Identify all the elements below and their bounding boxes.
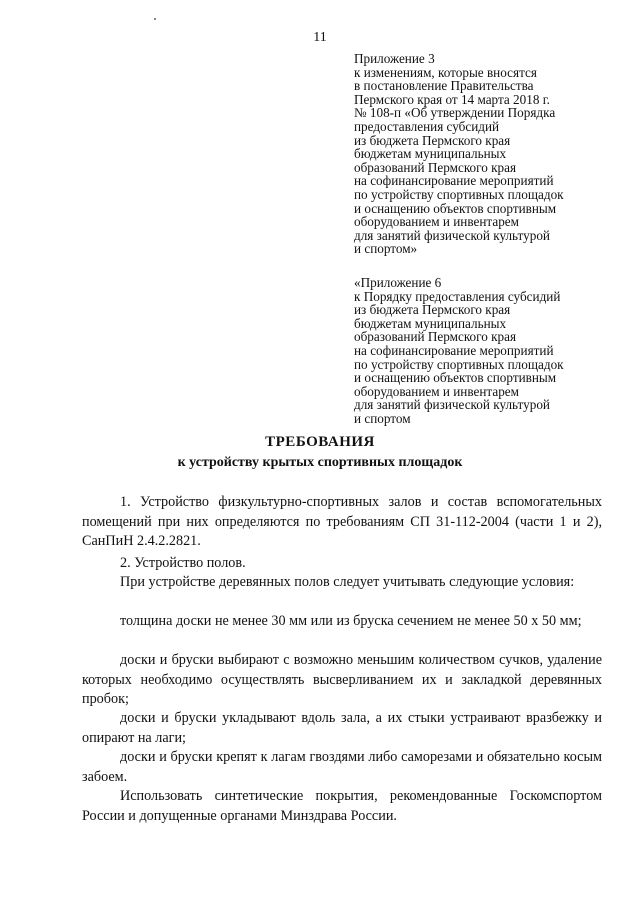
appendix-6-line: «Приложение 6 (354, 275, 442, 290)
appendix-3-line: для занятий физической культурой (354, 227, 550, 243)
appendix-6-line: для занятий физической культурой (354, 397, 550, 413)
paragraph-text: 2. Устройство полов. (120, 555, 246, 571)
appendix-6-line: и спортом (354, 410, 411, 426)
appendix-3-line: по устройству спортивных площадок (354, 186, 564, 202)
paragraph-text: 1. Устройство физкультурно-спортивных залов и состав вспомогательных помещений при них определяются по требованиям СП 31-112-2004 (части 1 и 2), СанПиН 2.4.2.2821. (82, 494, 602, 549)
paragraph-knots-removal (82, 651, 602, 710)
document-title: ТРЕБОВАНИЯ (265, 434, 375, 450)
appendix-3-line: и оснащению объектов спортивным (354, 200, 557, 216)
appendix-3-line: в постановление Правительства (354, 78, 534, 94)
appendix-3-line: из бюджета Пермского края (354, 132, 511, 148)
appendix-3-line: Пермского края от 14 марта 2018 г. (354, 91, 550, 107)
paragraph-text: При устройстве деревянных полов следует учитывать следующие условия: (120, 574, 575, 590)
appendix-6-line: образований Пермского края (354, 329, 517, 345)
paragraph-synthetic-coverings (82, 787, 602, 826)
appendix-3-line: № 108-п «Об утверждении Порядка (354, 105, 556, 121)
paragraph-text: доски и бруски укладывают вдоль зала, а их стыки устраивают вразбежку и опирают на лаги; (82, 710, 602, 746)
paragraph-board-thickness (82, 612, 602, 632)
paragraph-board-laying (82, 709, 602, 748)
scan-mark (154, 18, 156, 20)
paragraph-text: Использовать синтетические покрытия, рекомендованные Госкомспортом России и допущенные органами Минздрава России. (82, 788, 602, 824)
appendix-6-line: бюджетам муниципальных (354, 315, 507, 331)
appendix-3-line: оборудованием и инвентарем (354, 214, 519, 230)
appendix-6-line: к Порядку предоставления субсидий (354, 288, 561, 304)
appendix-3-line: образований Пермского края (354, 159, 517, 175)
appendix-3-line: бюджетам муниципальных (354, 146, 507, 162)
appendix-6-line: из бюджета Пермского края (354, 302, 511, 318)
paragraph-board-fastening (82, 748, 602, 787)
appendix-3-line: к изменениям, которые вносятся (354, 64, 537, 80)
page-number: 11 (313, 30, 327, 45)
appendix-3-header (354, 52, 624, 256)
appendix-3-line: на софинансирование мероприятий (354, 173, 554, 189)
document-subtitle: к устройству крытых спортивных площадок (177, 455, 463, 470)
paragraph-text: доски и бруски крепят к лагам гвоздями либо саморезами и обязательно косым забоем. (82, 749, 602, 785)
appendix-6-line: на софинансирование мероприятий (354, 342, 554, 358)
appendix-6-line: по устройству спортивных площадок (354, 356, 564, 372)
appendix-3-line: предоставления субсидий (354, 118, 500, 134)
paragraph-wooden-floors-conditions (82, 573, 602, 593)
paragraph-text: доски и бруски выбирают с возможно меньшим количеством сучков, удаление которых необходимо осуществлять высверливанием их и закладкой деревянных пробок; (82, 652, 602, 707)
appendix-3-line: Приложение 3 (354, 51, 435, 66)
appendix-3-line: и спортом» (354, 241, 418, 257)
appendix-6-header (354, 276, 624, 426)
paragraph-halls-requirements (82, 493, 602, 552)
paragraph-floors-heading (82, 554, 602, 574)
appendix-6-line: и оснащению объектов спортивным (354, 370, 557, 386)
paragraph-text: толщина доски не менее 30 мм или из бруска сечением не менее 50 х 50 мм; (120, 613, 582, 629)
appendix-6-line: оборудованием и инвентарем (354, 383, 519, 399)
